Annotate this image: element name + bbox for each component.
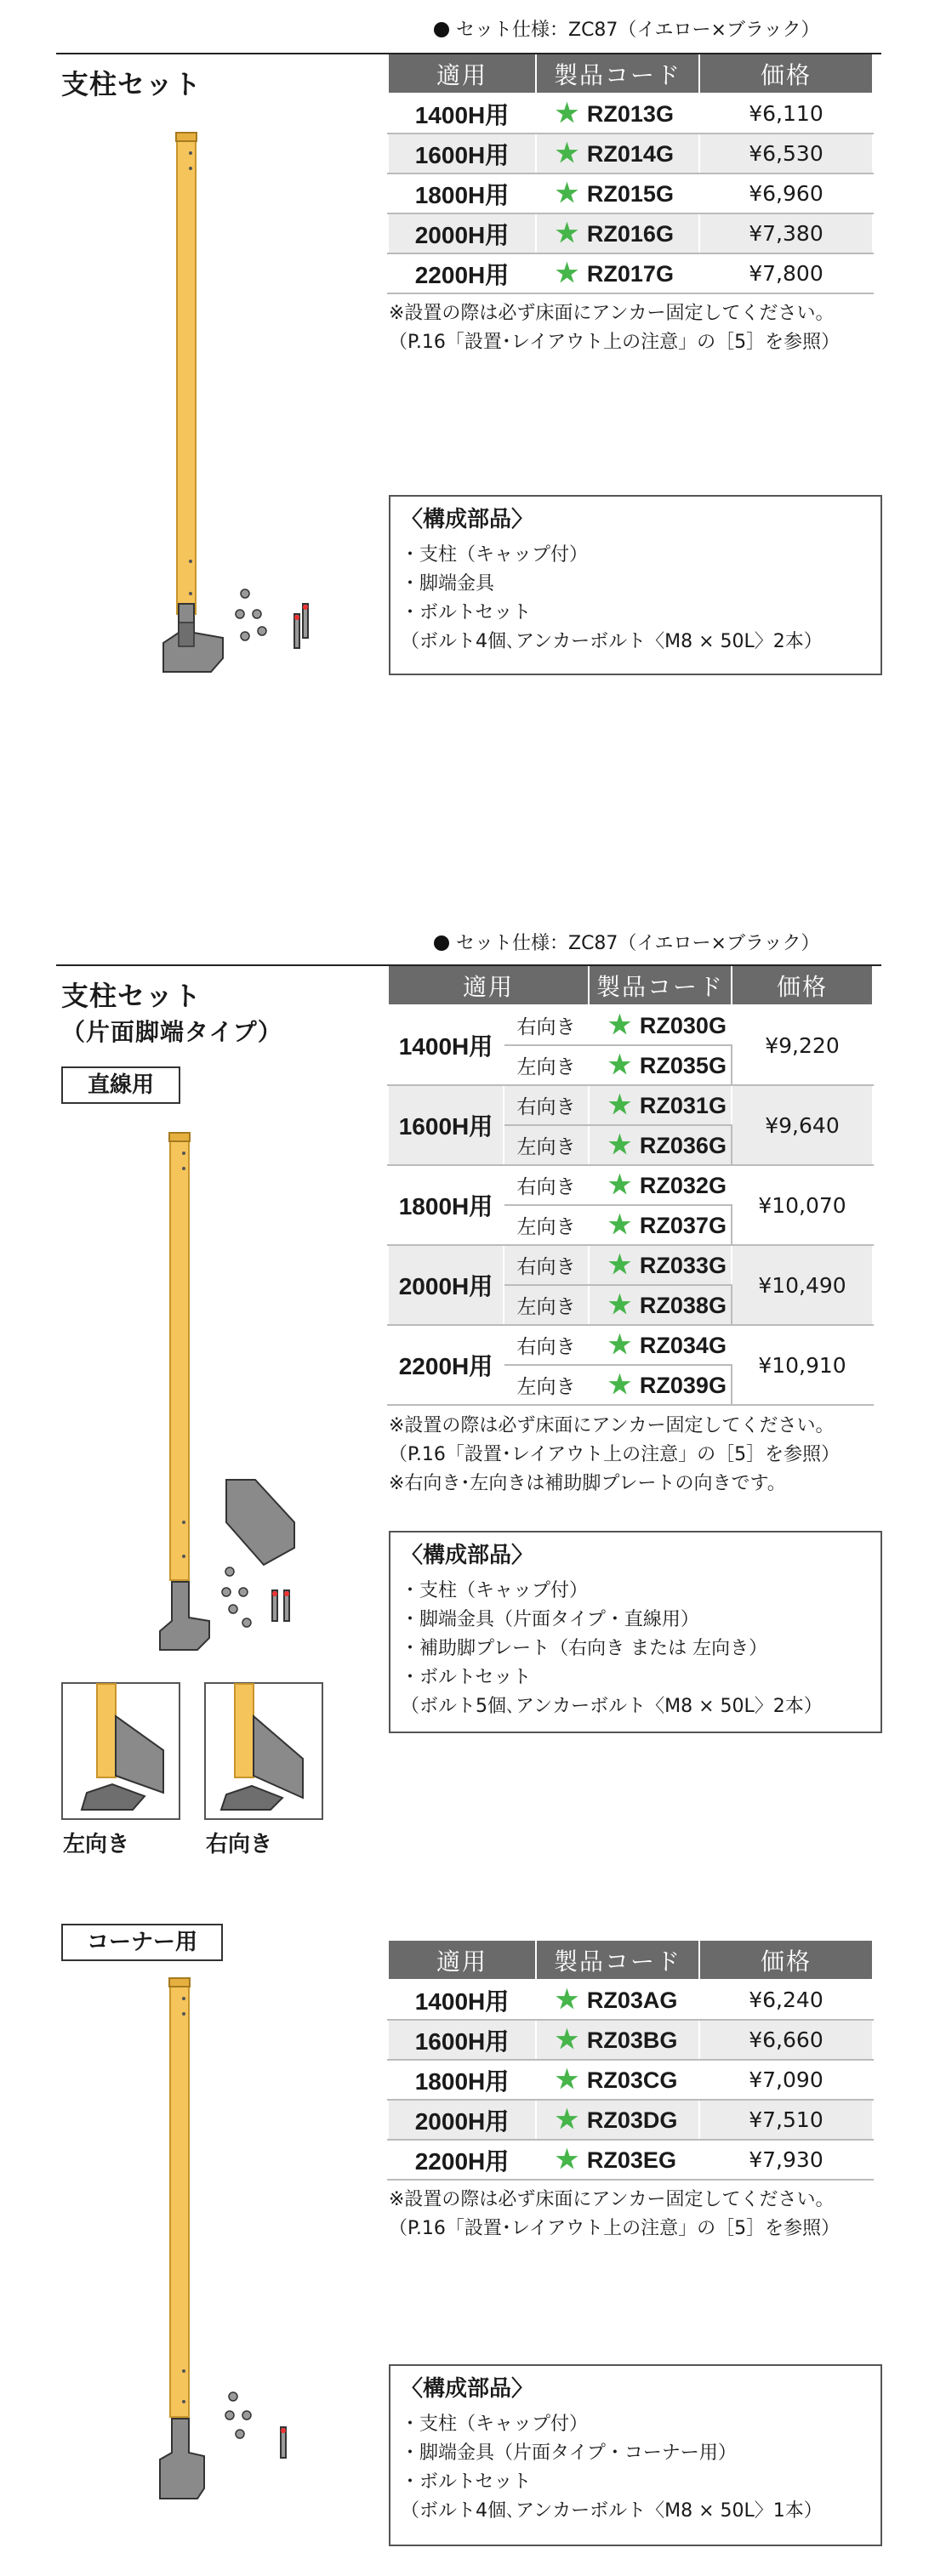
star-icon: ★: [556, 2066, 578, 2094]
section1-title: 支柱セット: [61, 68, 202, 100]
table-row: 1600H用 右向き ★ RZ031G ¥9,640: [388, 1085, 873, 1125]
col-apply: 適用: [388, 54, 536, 94]
table-row: 1400H用 ★ RZ013G ¥6,110: [388, 94, 873, 134]
table-row: 2000H用 ★ RZ03DG ¥7,510: [388, 2100, 873, 2140]
star-icon: ★: [608, 1371, 631, 1399]
section3-notes: ※設置の際は必ず床面にアンカー固定してください。 （P.16「設置･レイアウト上の注意」の［5］を参照）: [389, 2189, 841, 2239]
label-straight: 直線用: [61, 1066, 180, 1104]
bullet-icon: [434, 22, 449, 37]
table-row: 1400H用 右向き ★ RZ030G ¥9,220: [388, 1005, 873, 1045]
star-icon: ★: [556, 2146, 578, 2174]
caption-right: 右向き: [206, 1832, 273, 1857]
caption-left: 左向き: [63, 1832, 130, 1857]
star-icon: ★: [608, 1291, 631, 1319]
section3-parts-box: 〈構成部品〉 ・支柱（キャップ付） ・脚端金具（片面タイプ・コーナー用） ・ボルトセット （ボルト4個､アンカーボルト〈M8 × 50L〉1本）: [389, 2364, 882, 2546]
section2-subtitle: （片面脚端タイプ）: [61, 1018, 282, 1046]
set-spec-1: セット仕様：ZC87（イエロー×ブラック）: [434, 15, 820, 42]
bullet-icon: [434, 935, 449, 951]
section2-notes: ※設置の際は必ず床面にアンカー固定してください。 （P.16「設置･レイアウト上の注意」の［5］を参照） ※右向き･左向きは補助脚プレートの向きです。: [389, 1415, 841, 1494]
col-code: 製品コード: [536, 1941, 699, 1980]
table-row: 2000H用 右向き ★ RZ033G ¥10,490: [388, 1245, 873, 1285]
section1-parts-box: 〈構成部品〉 ・支柱（キャップ付） ・脚端金具 ・ボルトセット （ボルト4個､アンカーボルト〈M8 × 50L〉2本）: [389, 495, 882, 675]
col-code: 製品コード: [589, 966, 732, 1005]
col-price: 価格: [699, 54, 873, 94]
star-icon: ★: [556, 259, 578, 287]
star-icon: ★: [608, 1011, 631, 1039]
star-icon: ★: [556, 2106, 578, 2134]
star-icon: ★: [556, 139, 578, 168]
table-row: 1800H用 右向き ★ RZ032G ¥10,070: [388, 1165, 873, 1205]
table-row: 2000H用 ★ RZ016G ¥7,380: [388, 213, 873, 253]
col-apply: 適用: [388, 1941, 536, 1980]
post-straight-illustration: [145, 1123, 315, 1667]
table-row: 左向き ★ RZ038G: [388, 1285, 873, 1325]
star-icon: ★: [556, 219, 578, 247]
section2-title: 支柱セット: [61, 980, 202, 1012]
table-row: 1800H用 ★ RZ015G ¥6,960: [388, 173, 873, 213]
table-row: 左向き ★ RZ037G: [388, 1205, 873, 1245]
section2-table: [387, 966, 874, 1406]
table-row: 2200H用 ★ RZ03EG ¥7,930: [388, 2140, 873, 2180]
table-row: 2200H用 ★ RZ017G ¥7,800: [388, 253, 873, 293]
section2-parts-box: 〈構成部品〉 ・支柱（キャップ付） ・脚端金具（片面タイプ・直線用） ・補助脚プレート（右向き または 左向き） ・ボルトセット （ボルト5個､アンカーボルト〈M8 × 50L〉2本）: [389, 1531, 882, 1733]
table-row: 2200H用 右向き ★ RZ034G ¥10,910: [388, 1325, 873, 1365]
table-row: 左向き ★ RZ039G: [388, 1365, 873, 1405]
col-price: 価格: [699, 1941, 873, 1980]
star-icon: ★: [556, 179, 578, 208]
col-price: 価格: [732, 966, 873, 1005]
star-icon: ★: [608, 1211, 631, 1239]
star-icon: ★: [608, 1131, 631, 1159]
star-icon: ★: [556, 1986, 578, 2014]
post-set-illustration-1: [145, 128, 349, 706]
star-icon: ★: [608, 1331, 631, 1359]
col-code: 製品コード: [536, 54, 699, 94]
col-apply: 適用: [388, 966, 589, 1005]
right-direction-illustration: [204, 1682, 323, 1820]
star-icon: ★: [608, 1091, 631, 1119]
table-row: 1600H用 ★ RZ014G ¥6,530: [388, 134, 873, 173]
table-row: 左向き ★ RZ035G: [388, 1045, 873, 1085]
table-row: 1600H用 ★ RZ03BG ¥6,660: [388, 2020, 873, 2060]
post-corner-illustration: [145, 1971, 315, 2516]
star-icon: ★: [608, 1051, 631, 1079]
section1-notes: ※設置の際は必ず床面にアンカー固定してください。 （P.16「設置･レイアウト上の注意」の［5］を参照）: [389, 303, 841, 353]
label-corner: コーナー用: [61, 1924, 223, 1961]
table-row: 左向き ★ RZ036G: [388, 1125, 873, 1165]
table-row: 1400H用 ★ RZ03AG ¥6,240: [388, 1980, 873, 2020]
star-icon: ★: [556, 100, 578, 128]
table-row: 1800H用 ★ RZ03CG ¥7,090: [388, 2060, 873, 2100]
section1-table: [387, 54, 874, 294]
set-spec-2: セット仕様：ZC87（イエロー×ブラック）: [434, 929, 820, 955]
left-direction-illustration: [61, 1682, 180, 1820]
section3-table: [387, 1941, 874, 2181]
star-icon: ★: [608, 1251, 631, 1279]
star-icon: ★: [608, 1171, 631, 1199]
star-icon: ★: [556, 2026, 578, 2054]
